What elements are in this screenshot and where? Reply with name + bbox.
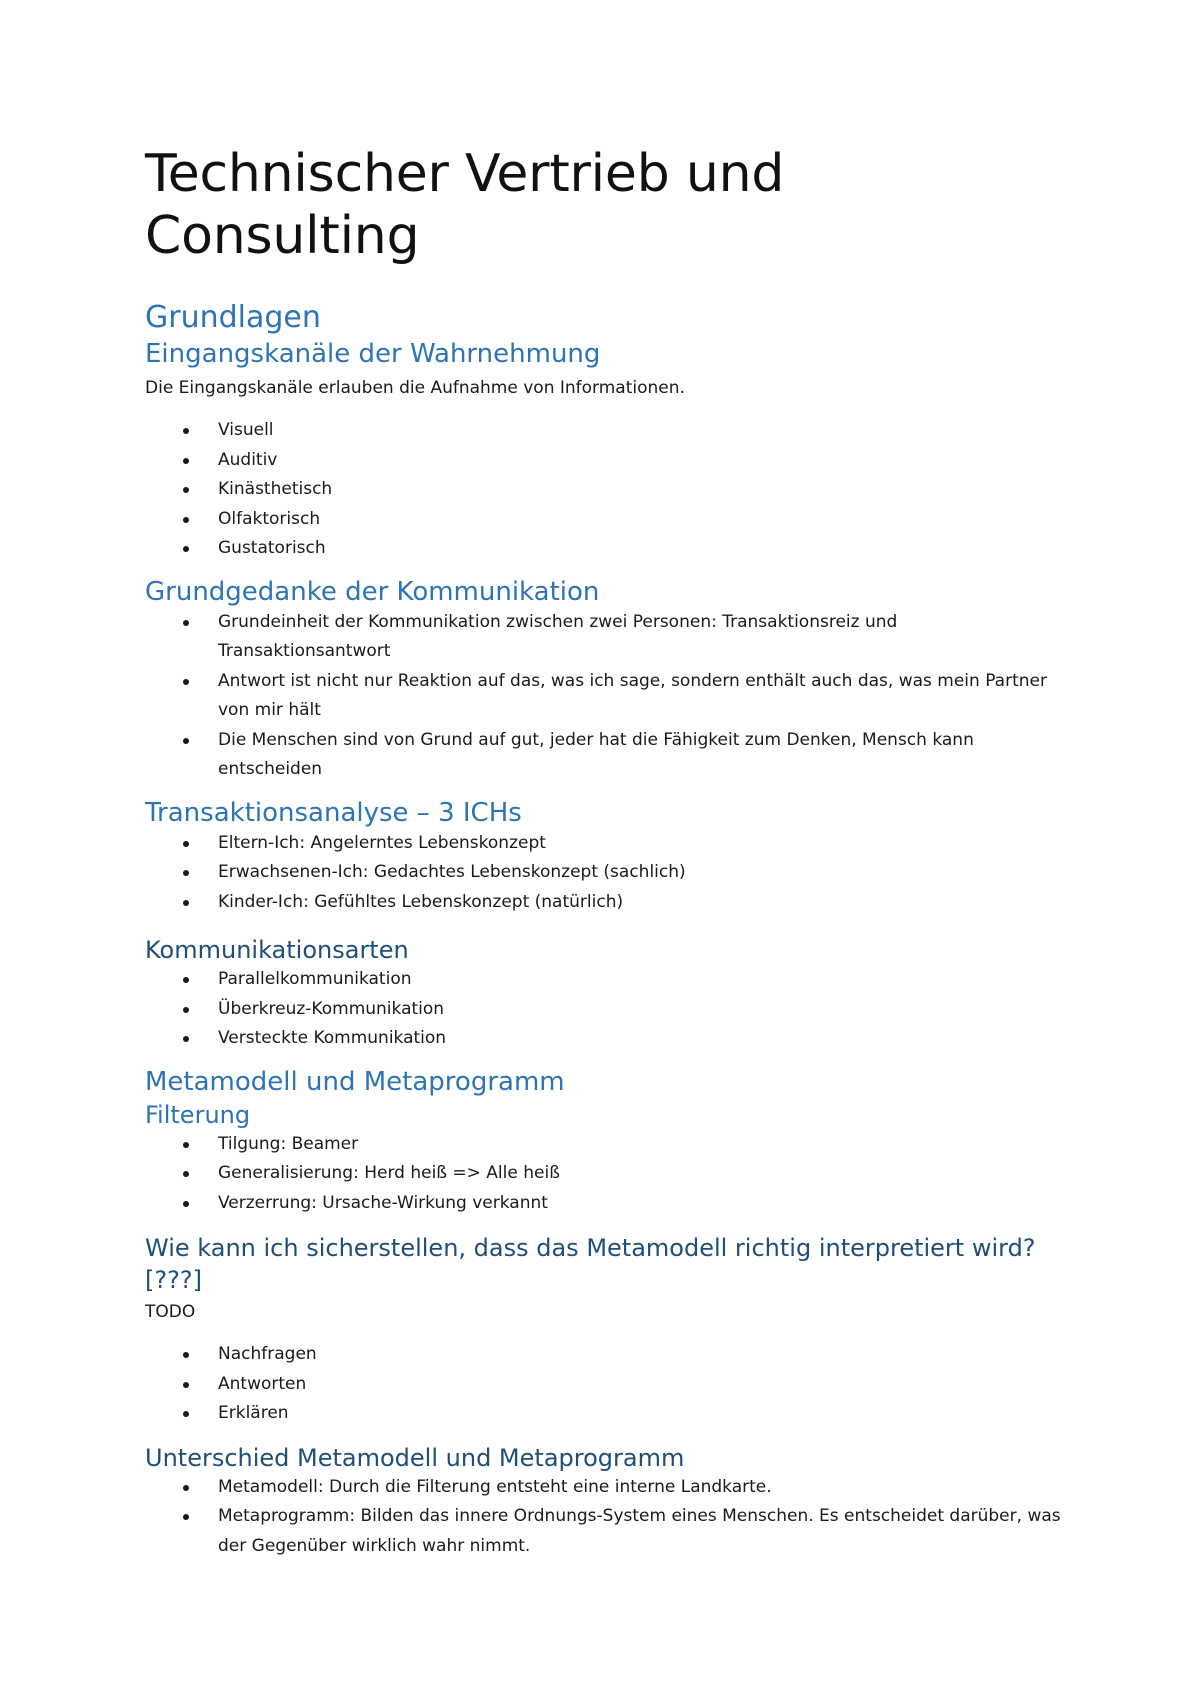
list-item: Antwort ist nicht nur Reaktion auf das, was ich sage, sondern enthält auch das, was mein Partner von mir hält [145, 667, 1065, 726]
list-item: Gustatorisch [145, 534, 1065, 564]
bullet-list-eingangskanaele [145, 416, 1065, 564]
paragraph-eingangskanaele-intro: Die Eingangskanäle erlauben die Aufnahme von Informationen. [145, 378, 685, 398]
bullet-list-grundgedanke [145, 608, 1065, 785]
section-heading-metamodell: Metamodell und Metaprogramm [145, 1066, 565, 1097]
list-item: Kinder-Ich: Gefühltes Lebenskonzept (natürlich) [145, 888, 1065, 918]
list-item: Parallelkommunikation [145, 965, 1065, 995]
subsection-heading-transaktionsanalyse: Transaktionsanalyse – 3 ICHs [145, 797, 522, 828]
list-item: Generalisierung: Herd heiß => Alle heiß [145, 1159, 1065, 1189]
list-item: Verzerrung: Ursache-Wirkung verkannt [145, 1189, 1065, 1219]
bullet-icon [183, 977, 189, 983]
document-title: Technischer Vertrieb und Consulting [145, 144, 785, 266]
list-item: Metamodell: Durch die Filterung entsteht eine interne Landkarte. [145, 1473, 1065, 1503]
bullet-icon [183, 1171, 189, 1177]
list-item: Olfaktorisch [145, 505, 1065, 535]
bullet-list-filterung [145, 1130, 1065, 1219]
bullet-icon [183, 900, 189, 906]
bullet-icon [183, 458, 189, 464]
bullet-icon [183, 517, 189, 523]
list-item: Die Menschen sind von Grund auf gut, jeder hat die Fähigkeit zum Denken, Mensch kann entscheiden [145, 726, 1065, 785]
list-item: Erklären [145, 1399, 1065, 1429]
list-item: Metaprogramm: Bilden das innere Ordnungs-System eines Menschen. Es entscheidet darüber, was der Gegenüber wirklich wahr nimmt. [145, 1502, 1065, 1561]
subsection-heading-unterschied: Unterschied Metamodell und Metaprogramm [145, 1443, 685, 1472]
bullet-list-transaktionsanalyse [145, 829, 1065, 918]
list-item: Auditiv [145, 446, 1065, 476]
bullet-icon [183, 1036, 189, 1042]
bullet-icon [183, 841, 189, 847]
bullet-list-unterschied [145, 1473, 1065, 1562]
bullet-icon [183, 1007, 189, 1013]
list-item: Nachfragen [145, 1340, 1065, 1370]
subsection-heading-grundgedanke: Grundgedanke der Kommunikation [145, 576, 600, 607]
bullet-icon [183, 1352, 189, 1358]
bullet-icon [183, 1142, 189, 1148]
list-item: Versteckte Kommunikation [145, 1024, 1065, 1054]
bullet-icon [183, 1201, 189, 1207]
section-heading-grundlagen: Grundlagen [145, 300, 321, 335]
bullet-icon [183, 428, 189, 434]
list-item: Kinästhetisch [145, 475, 1065, 505]
list-item: Eltern-Ich: Angelerntes Lebenskonzept [145, 829, 1065, 859]
list-item: Grundeinheit der Kommunikation zwischen zwei Personen: Transaktionsreiz und Transaktionsantwort [145, 608, 1065, 667]
list-item: Überkreuz-Kommunikation [145, 995, 1065, 1025]
bullet-icon [183, 546, 189, 552]
list-item: Tilgung: Beamer [145, 1130, 1065, 1160]
bullet-icon [183, 738, 189, 744]
list-item: Erwachsenen-Ich: Gedachtes Lebenskonzept (sachlich) [145, 858, 1065, 888]
bullet-icon [183, 1411, 189, 1417]
list-item: Visuell [145, 416, 1065, 446]
bullet-icon [183, 1382, 189, 1388]
subsection-heading-filterung: Filterung [145, 1100, 251, 1129]
bullet-list-kommunikationsarten [145, 965, 1065, 1054]
bullet-icon [183, 1514, 189, 1520]
paragraph-todo: TODO [145, 1302, 196, 1322]
subsection-heading-sicherstellen: Wie kann ich sicherstellen, dass das Metamodell richtig interpretiert wird? [???] [145, 1234, 1036, 1294]
subsection-heading-eingangskanaele: Eingangskanäle der Wahrnehmung [145, 339, 601, 369]
bullet-list-sicherstellen [145, 1340, 1065, 1429]
bullet-icon [183, 679, 189, 685]
bullet-icon [183, 487, 189, 493]
subsection-heading-kommunikationsarten: Kommunikationsarten [145, 936, 409, 964]
list-item: Antworten [145, 1370, 1065, 1400]
bullet-icon [183, 620, 189, 626]
bullet-icon [183, 870, 189, 876]
bullet-icon [183, 1485, 189, 1491]
document-body [145, 0, 1065, 1561]
